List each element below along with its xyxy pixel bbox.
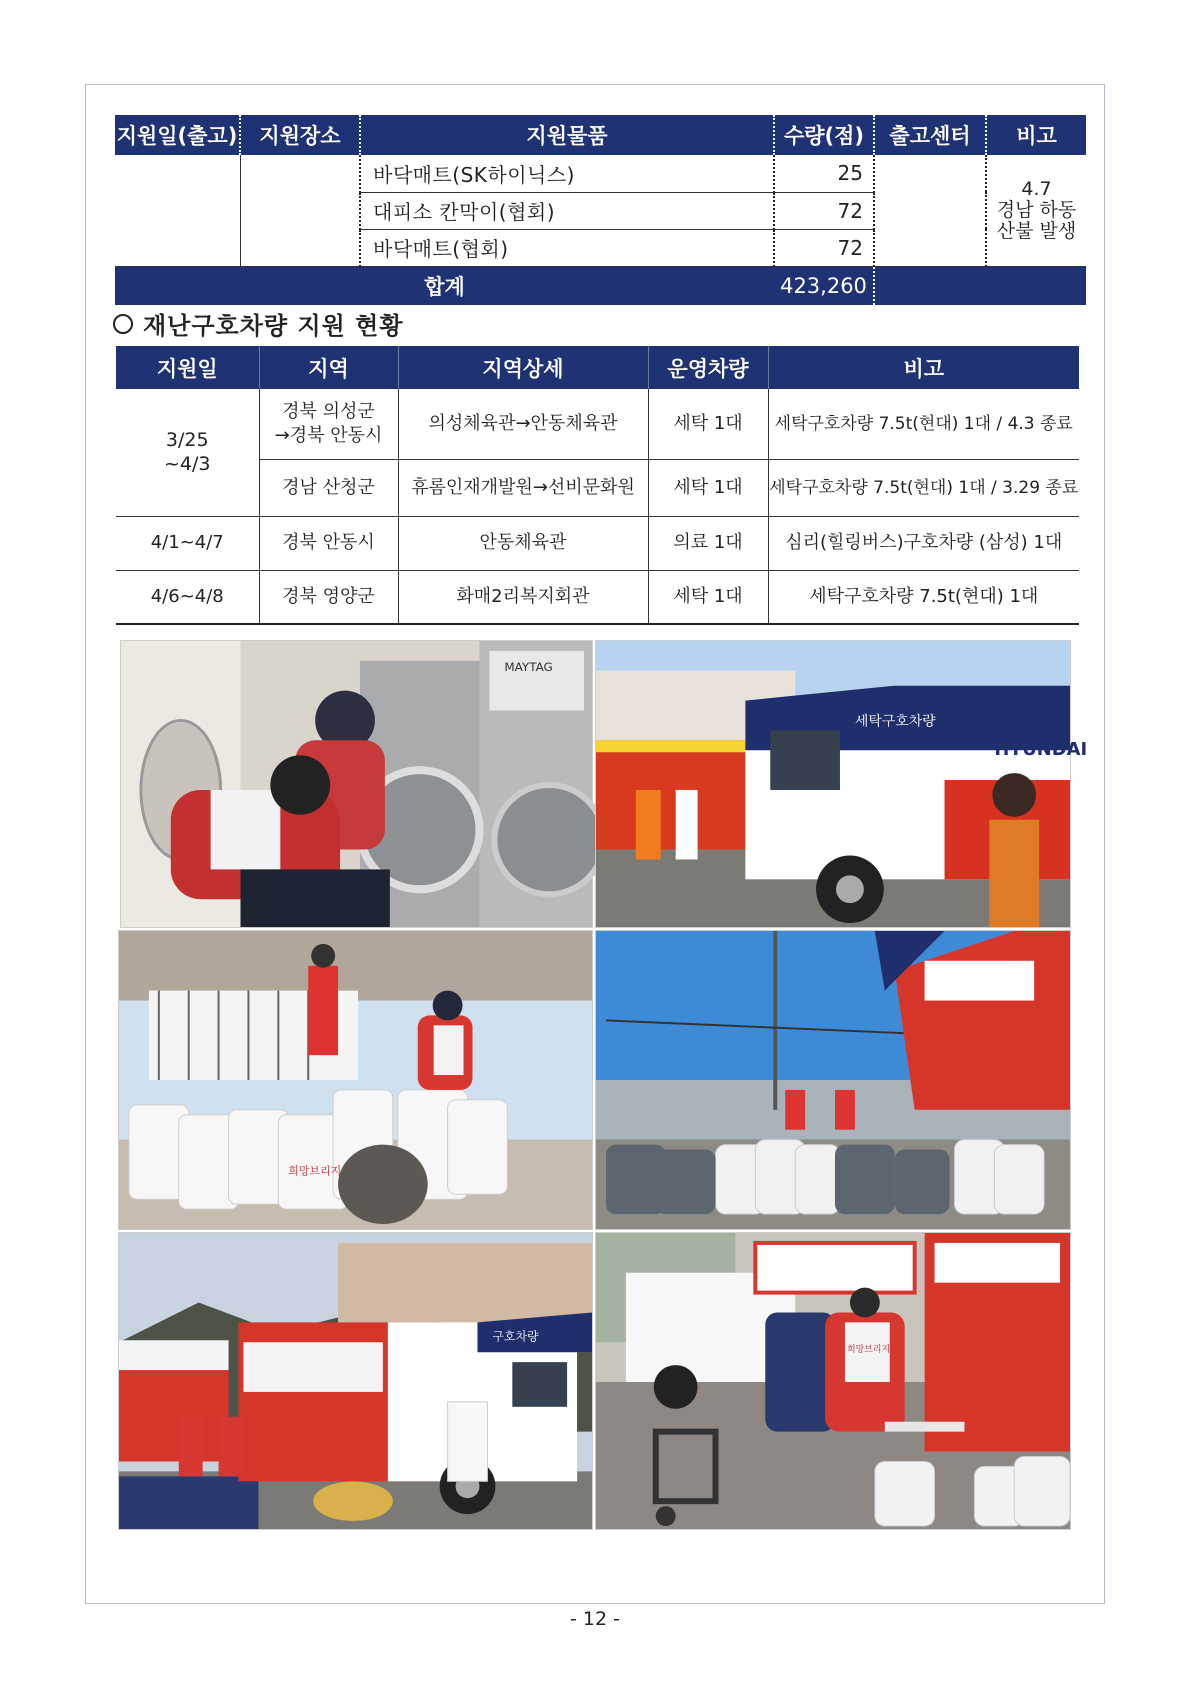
item-cell: 대피소 칸막이(협회) [360, 192, 774, 229]
note-line: 경남 하동 [996, 198, 1077, 221]
detail-cell: 화매2리복지회관 [398, 570, 648, 624]
header-date: 지원일(출고) [115, 115, 240, 155]
date-cell: 4/6~4/8 [116, 570, 259, 624]
vehicle-cell: 세탁 1대 [648, 570, 768, 624]
vehicle-table [116, 346, 1079, 625]
photo-laundry-bags-plaza [118, 930, 593, 1230]
photo-caption: 세탁구호차량 [854, 713, 936, 730]
header-note: 비고 [986, 115, 1086, 155]
table-row [116, 459, 1079, 516]
qty-cell: 72 [774, 229, 874, 266]
header-date: 지원일 [116, 346, 259, 389]
item-cell: 바닥매트(SK하이닉스) [360, 155, 774, 192]
section-title-text: 재난구호차량 지원 현황 [143, 312, 404, 340]
photo-caption: 희망브리지 [288, 1164, 342, 1178]
table-row [116, 516, 1079, 570]
region-cell: 경북 의성군 →경북 안동시 [259, 389, 398, 459]
total-value: 423,260 [774, 266, 874, 305]
qty-cell: 72 [774, 192, 874, 229]
detail-cell: 안동체육관 [398, 516, 648, 570]
table-row [115, 155, 1086, 192]
table-row [116, 389, 1079, 459]
photo-caption: 구호차량 [492, 1329, 539, 1344]
photo-relief-service [595, 1232, 1071, 1530]
note-cell: 세탁구호차량 7.5t(현대) 1대 / 4.3 종료 [768, 389, 1079, 459]
detail-cell: 의성체육관→안동체육관 [398, 389, 648, 459]
photo-caption: MAYTAG [504, 659, 553, 674]
date-cell: 3/25 ~4/3 [116, 389, 259, 516]
header-place: 지원장소 [240, 115, 360, 155]
note-line: 4.7 [1021, 177, 1052, 200]
vehicle-cell: 의료 1대 [648, 516, 768, 570]
detail-cell: 휴롬인재개발원→선비문화원 [398, 459, 648, 516]
qty-cell: 25 [774, 155, 874, 192]
region-cell: 경북 영양군 [259, 570, 398, 624]
region-cell: 경북 안동시 [259, 516, 398, 570]
supply-table [115, 115, 1086, 305]
vehicle-cell: 세탁 1대 [648, 389, 768, 459]
note-cell: 심리(힐링버스)구호차량 (삼성) 1대 [768, 516, 1079, 570]
item-cell: 바닥매트(협회) [360, 229, 774, 266]
note-line: 산불 발생 [996, 219, 1077, 242]
total-label: 합계 [115, 266, 774, 305]
vehicle-cell: 세탁 1대 [648, 459, 768, 516]
page-number: - 12 - [570, 1608, 620, 1630]
table-row [116, 570, 1079, 624]
header-qty: 수량(점) [774, 115, 874, 155]
photo-brand: HYUNDAI [994, 739, 1088, 761]
photo-bags-outdoor [595, 930, 1071, 1230]
header-item: 지원물품 [360, 115, 774, 155]
total-blank [874, 266, 1086, 305]
circle-bullet-icon [113, 314, 133, 334]
note-cell: 세탁구호차량 7.5t(현대) 1대 [768, 570, 1079, 624]
note-cell: 세탁구호차량 7.5t(현대) 1대 / 3.29 종료 [768, 459, 1079, 516]
photo-relief-truck-site [118, 1232, 593, 1530]
photo-laundry-machines [120, 640, 593, 928]
header-center: 출고센터 [874, 115, 986, 155]
header-region: 지역 [259, 346, 398, 389]
photo-laundry-truck [595, 640, 1088, 928]
center-cell [874, 155, 986, 266]
photo-caption: 희망브리지 [846, 1345, 891, 1356]
section-title [113, 306, 404, 341]
date-cell: 4/1~4/7 [116, 516, 259, 570]
header-detail: 지역상세 [398, 346, 648, 389]
place-cell [240, 155, 360, 266]
total-row [115, 266, 1086, 305]
header-note: 비고 [768, 346, 1079, 389]
note-cell [986, 155, 1086, 266]
region-cell: 경남 산청군 [259, 459, 398, 516]
header-vehicle: 운영차량 [648, 346, 768, 389]
date-cell [115, 155, 240, 266]
